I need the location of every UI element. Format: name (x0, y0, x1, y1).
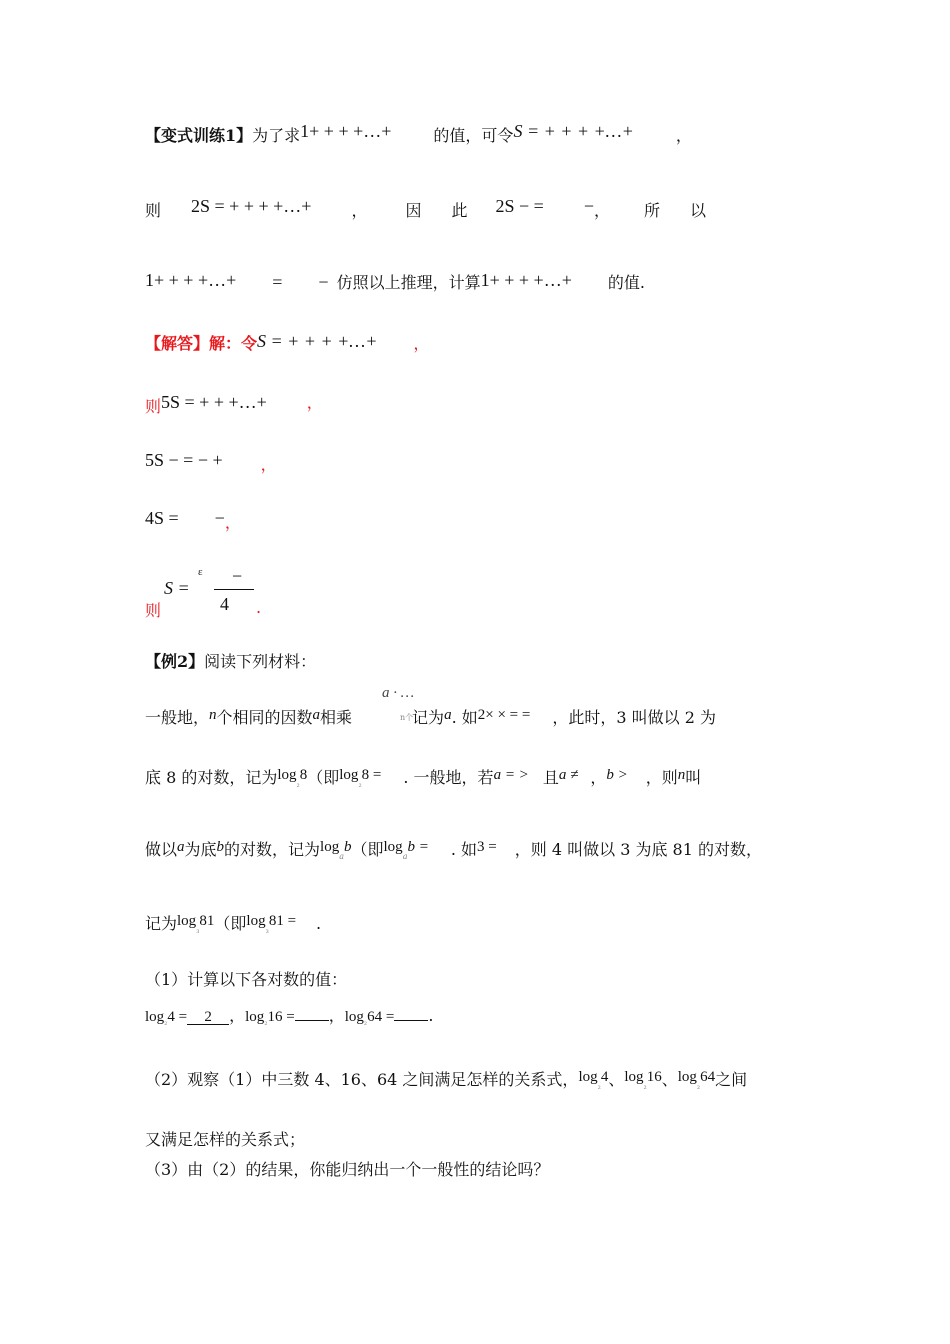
superscript: ε (198, 566, 203, 578)
math-expression: S = + + + +…+ (257, 331, 378, 351)
log-argument: 8 = (361, 767, 382, 783)
question-text: （1）计算以下各对数的值： (145, 970, 348, 989)
practice-line-2 (145, 196, 707, 221)
math-var: n (677, 767, 686, 783)
example-text: . 如 (450, 840, 478, 859)
example-text: 且 (542, 768, 559, 787)
log-expression: log (624, 1069, 644, 1085)
punctuation: ， (351, 201, 368, 220)
log-base: a (402, 852, 408, 861)
math-expression: = (272, 272, 283, 292)
answer-blank-3[interactable] (394, 1020, 428, 1021)
punctuation: ， (224, 513, 241, 532)
log-argument: 64 (700, 1069, 716, 1085)
example-text: 记为 (145, 914, 178, 933)
solution-line-2 (145, 392, 323, 416)
solution-label: 【解答】解：令 (145, 334, 258, 353)
example-text: . (316, 914, 322, 933)
log-expression: log (677, 1069, 697, 1085)
question-text: 又满足怎样的关系式； (145, 1130, 306, 1149)
practice-line-1 (145, 121, 692, 146)
solution-text: 则 (145, 601, 162, 620)
punctuation: ， (328, 1006, 345, 1025)
log-expression: log (339, 767, 359, 783)
math-expression: 1+ + + +…+ (300, 121, 392, 141)
solution-text: 则 (145, 397, 162, 416)
log-expression: log (383, 839, 403, 855)
log-expression: log (177, 913, 197, 929)
product-notation-bottom: n个 (400, 713, 414, 722)
log-argument: 16 (646, 1069, 662, 1085)
math-expression: 2S − = (495, 196, 544, 216)
example-para-3 (145, 840, 762, 863)
punctuation: ， (593, 201, 610, 220)
log-expression: log (246, 913, 266, 929)
math-var: a (312, 707, 321, 723)
math-expression: a = > (493, 767, 529, 783)
punctuation: ， (260, 455, 277, 474)
fraction-denominator: 4 (220, 594, 229, 614)
example-text: 一般地， (145, 708, 210, 727)
example-text: 底 8 的对数，记为 (145, 768, 278, 787)
example-text: 为底 (184, 840, 217, 859)
question-2-line-2 (145, 1130, 305, 1150)
example-text: . 如 (451, 708, 478, 727)
punctuation: 、 (661, 1070, 678, 1089)
math-expression: − (583, 196, 594, 216)
log-argument: 64 = (367, 1009, 395, 1025)
example-para-2: 底 8 的对数，记为$\log_{_2}8$（即$\log_{_2}8$ = . 一般地，若a = > 且a ≠ ，b > ，则n叫 (145, 767, 702, 789)
solution-line-1 (145, 333, 429, 354)
punctuation: ， (413, 334, 430, 353)
math-expression: a ≠ (558, 767, 579, 783)
example-text: ，此时，3 叫做以 2 为 (552, 708, 716, 727)
answer-blank-2[interactable] (295, 1020, 329, 1021)
question-1 (145, 970, 347, 990)
practice-text: 此 (451, 201, 468, 220)
question-3 (145, 1160, 549, 1180)
math-var: a (177, 839, 185, 855)
practice-text: 仿照以上推理，计算 (336, 273, 481, 292)
example-text: （即 (351, 840, 384, 859)
log-argument: 4 = (167, 1009, 188, 1025)
example-text: 相乘 (320, 708, 353, 727)
example-text: ，则 4 叫做以 3 为底 81 的对数， (514, 840, 762, 859)
log-expression: log (145, 1009, 165, 1025)
practice-label: 【变式训练1】 (145, 126, 253, 145)
math-expression: b > (606, 767, 628, 783)
example-text: ， (590, 768, 607, 787)
solution-line-4 (145, 508, 241, 532)
practice-text: 因 (405, 201, 422, 220)
math-expression: 2× × = = (477, 707, 531, 723)
question-text: （2）观察（1）中三数 4、16、64 之间满足怎样的关系式， (145, 1070, 579, 1089)
example-text: 做以 (145, 840, 178, 859)
log-base: a (339, 852, 344, 861)
practice-line-3 (145, 272, 645, 293)
practice-text: 则 (145, 201, 162, 220)
log-expression: log (320, 839, 340, 855)
example-text: 个相同的因数 (216, 708, 313, 727)
log-expression: log (245, 1009, 265, 1025)
math-expression: − (318, 272, 329, 292)
math-expression: 5S − = − + (145, 450, 223, 470)
math-expression: 1+ + + +…+ (480, 270, 572, 290)
math-expression: S = + + + +…+ (513, 121, 634, 141)
question-1-answers: $\log_{_2}4 = 2$ ，$\log_{_2}16$ = ，$\log_{_2}64$ = . (145, 1006, 434, 1027)
log-expression: log (578, 1069, 598, 1085)
math-expression: 2S = + + + +…+ (191, 196, 312, 216)
example-text: 叫 (685, 768, 702, 787)
log-expression: log (344, 1009, 364, 1025)
example-title: 阅读下列材料： (204, 652, 317, 671)
math-expression: 5S = + + +…+ (161, 392, 267, 412)
question-text: （3）由（2）的结果，你能归纳出一个一般性的结论吗？ (145, 1160, 550, 1179)
question-2: （2）观察（1）中三数 4、16、64 之间满足怎样的关系式，$\log_{_2}4$、$\log_{_2}16$、$\log_{_2}64$之间 (145, 1069, 748, 1091)
punctuation: 、 (608, 1070, 625, 1089)
math-expression: − (214, 508, 225, 528)
fraction-numerator: − (232, 566, 243, 586)
log-argument: b = (407, 839, 429, 855)
log-argument: 81 = (268, 913, 297, 929)
math-var: b (216, 839, 225, 855)
practice-text: 的值，可令 (433, 126, 514, 145)
fraction-bar (214, 589, 254, 590)
example-label: 【例2】 (145, 652, 205, 671)
math-var: n (209, 707, 217, 723)
example-para-4: 记为$\log_{_3}81$（即$\log_{_3}81$ = . (145, 913, 322, 935)
punctuation: . (428, 1006, 434, 1025)
example-text: （即 (307, 768, 340, 787)
example-text: . 一般地，若 (403, 768, 494, 787)
math-expression: S = (164, 578, 190, 598)
punctuation: ， (306, 393, 323, 412)
log-argument: 81 (199, 913, 215, 929)
log-argument: 16 = (267, 1009, 295, 1025)
product-notation-top: a · … (382, 685, 415, 701)
punctuation: ， (229, 1006, 246, 1025)
practice-text: 为了求 (252, 126, 301, 145)
log-argument: 8 (299, 767, 308, 783)
solution-line-3 (145, 450, 277, 474)
math-expression: 1+ + + +…+ (145, 270, 237, 290)
punctuation: . (256, 598, 262, 617)
log-expression: log (277, 767, 297, 783)
example-text: 的对数，记为 (224, 840, 321, 859)
punctuation: ， (675, 126, 692, 145)
math-expression: 3 = (477, 839, 497, 855)
math-expression: 4S = (145, 508, 179, 528)
example-text: 记为 (412, 708, 445, 727)
log-argument: b (344, 839, 352, 855)
practice-text: 的值. (607, 273, 645, 292)
practice-text: 以 (690, 201, 707, 220)
example-heading (145, 652, 316, 672)
practice-text: 所 (643, 201, 660, 220)
example-text: ，则 (645, 768, 678, 787)
question-text: 之间 (715, 1070, 748, 1089)
answer-blank-1[interactable]: 2 (187, 1010, 229, 1025)
example-text: （即 (214, 914, 247, 933)
math-var: a (444, 707, 452, 723)
log-argument: 4 (600, 1069, 609, 1085)
